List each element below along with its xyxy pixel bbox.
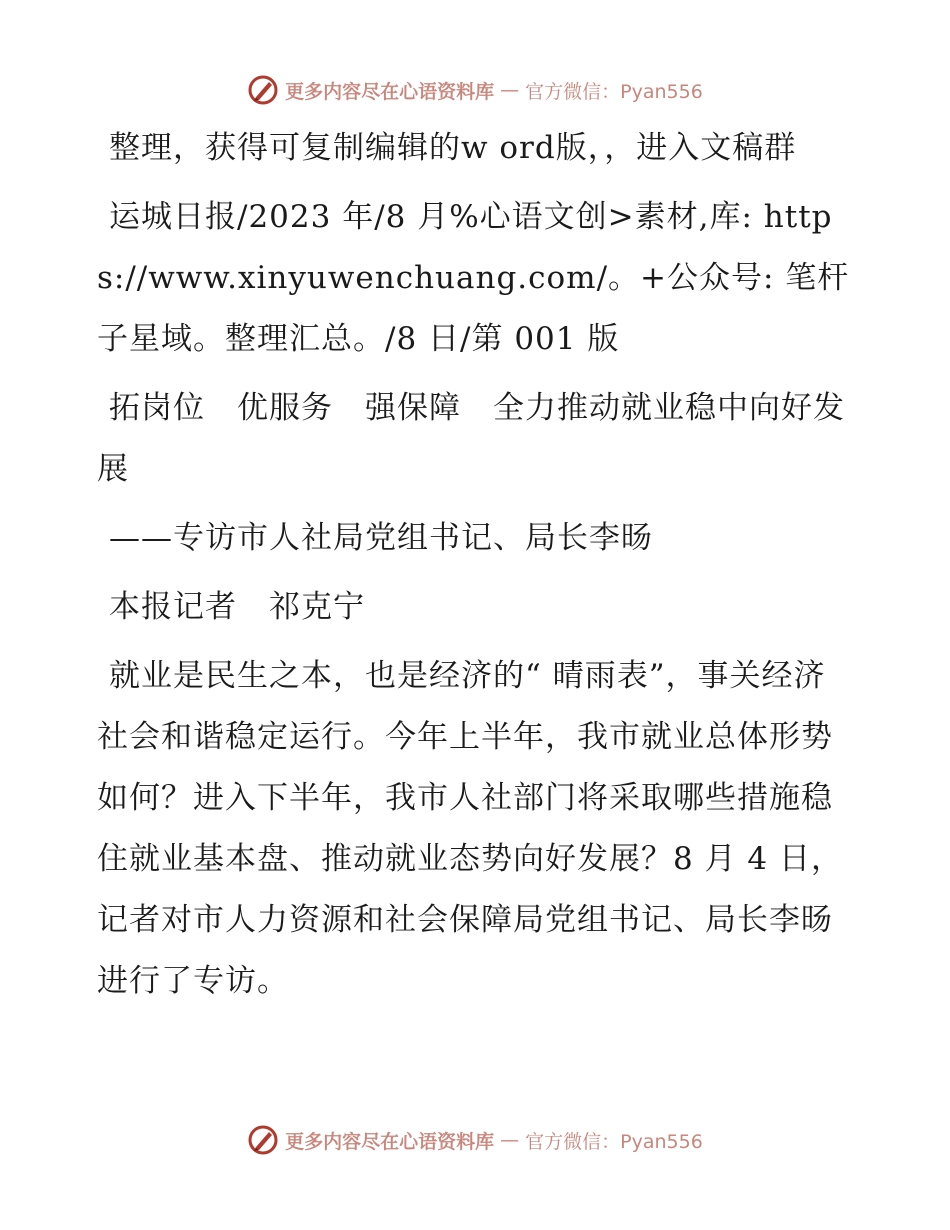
banner-wechat-text: 官方微信：Pyan556 (525, 1130, 703, 1153)
banner-site-text: 更多内容尽在心语资料库 (285, 1130, 495, 1153)
article-lead-paragraph: 就业是民生之本，也是经济的“ 晴雨表”，事关经济社会和谐稳定运行。今年上半年，我市就业总体形势如何？进入下半年，我市人社部门将采取哪些措施稳住就业基本盘、推动就业态势向好发展？8 月 4 日，记者对市人力资源和社会保障局党组书记、局长李旸进行了专访。 (97, 658, 844, 999)
article-title: 拓岗位 优服务 强保障 全力推动就业稳中向好发展 (97, 390, 845, 487)
article-byline: 本报记者 祁克宁 (109, 589, 365, 625)
banner-separator: — (500, 1129, 520, 1151)
banner-wechat-text: 官方微信：Pyan556 (525, 80, 703, 103)
footer-watermark (0, 1120, 950, 1160)
article-subtitle: ——专访市人社局党组书记、局长李旸 (109, 520, 653, 556)
banner-site-text: 更多内容尽在心语资料库 (285, 80, 495, 103)
header-watermark (0, 70, 950, 110)
paragraph-intro: 整理，获得可复制编辑的w ord版，，进入文稿群 (109, 130, 797, 166)
banner-separator: — (500, 79, 520, 101)
paragraph-source: 运城日报/2023 年/8 月%心语文创>素材,库: https://www.xinyuwenchuang.com/。+公众号: 笔杆子星域。整理汇总。/8 日/第 001 版 (97, 199, 850, 357)
document-body (97, 118, 857, 1020)
brand-logo-icon (247, 1124, 279, 1156)
brand-logo-icon (247, 74, 279, 106)
